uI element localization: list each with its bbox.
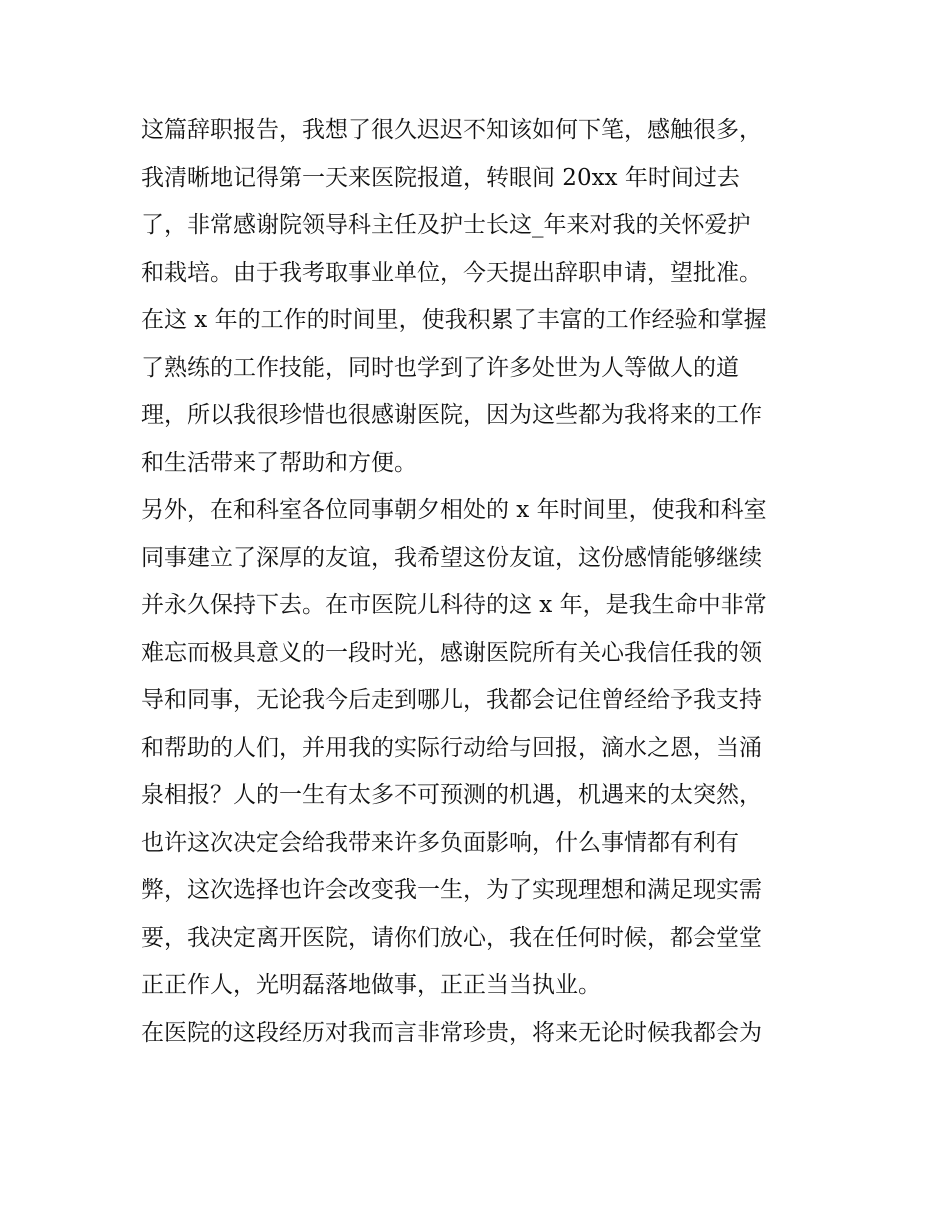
text-line: 正正作人，光明磊落地做事，正正当当执业。 xyxy=(141,972,601,998)
text-line: 难忘而极具意义的一段时光，感谢医院所有关心我信任我的领 xyxy=(141,639,762,666)
text-line: 同事建立了深厚的友谊，我希望这份友谊，这份感情能够继续 xyxy=(141,544,762,571)
resignation-letter-body xyxy=(141,107,821,1057)
text-line: 要，我决定离开医院，请你们放心，我在任何时候，都会堂堂 xyxy=(141,924,762,951)
text-line: 并永久保持下去。在市医院儿科待的这 x 年，是我生命中非常 xyxy=(141,592,767,618)
text-line: 另外，在和科室各位同事朝夕相处的 x 年时间里，使我和科室 xyxy=(141,497,767,523)
text-line: 导和同事，无论我今后走到哪儿，我都会记住曾经给予我支持 xyxy=(141,687,762,713)
text-line: 和生活带来了帮助和方便。 xyxy=(141,449,417,476)
text-line: 和栽培。由于我考取事业单位，今天提出辞职申请，望批准。 xyxy=(141,259,762,286)
text-line: 了熟练的工作技能，同时也学到了许多处世为人等做人的道 xyxy=(141,354,739,381)
text-line: 在这 x 年的工作的时间里，使我积累了丰富的工作经验和掌握 xyxy=(141,307,767,333)
text-line: 在医院的这段经历对我而言非常珍贵，将来无论时候我都会为 xyxy=(141,1019,762,1046)
text-line: 弊，这次选择也许会改变我一生，为了实现理想和满足现实需 xyxy=(141,877,762,903)
text-line: 这篇辞职报告，我想了很久迟迟不知该如何下笔，感触很多， xyxy=(141,117,762,143)
text-line: 也许这次决定会给我带来许多负面影响，什么事情都有利有 xyxy=(141,829,739,856)
text-line: 和帮助的人们，并用我的实际行动给与回报，滴水之恩，当涌 xyxy=(141,734,762,761)
text-line: 了，非常感谢院领导科主任及护士长这_年来对我的关怀爱护 xyxy=(141,212,751,238)
text-line: 我清晰地记得第一天来医院报道，转眼间 20xx 年时间过去 xyxy=(141,164,740,191)
text-line: 泉相报？人的一生有太多不可预测的机遇，机遇来的太突然， xyxy=(141,782,762,808)
text-line: 理，所以我很珍惜也很感谢医院，因为这些都为我将来的工作 xyxy=(141,402,762,428)
